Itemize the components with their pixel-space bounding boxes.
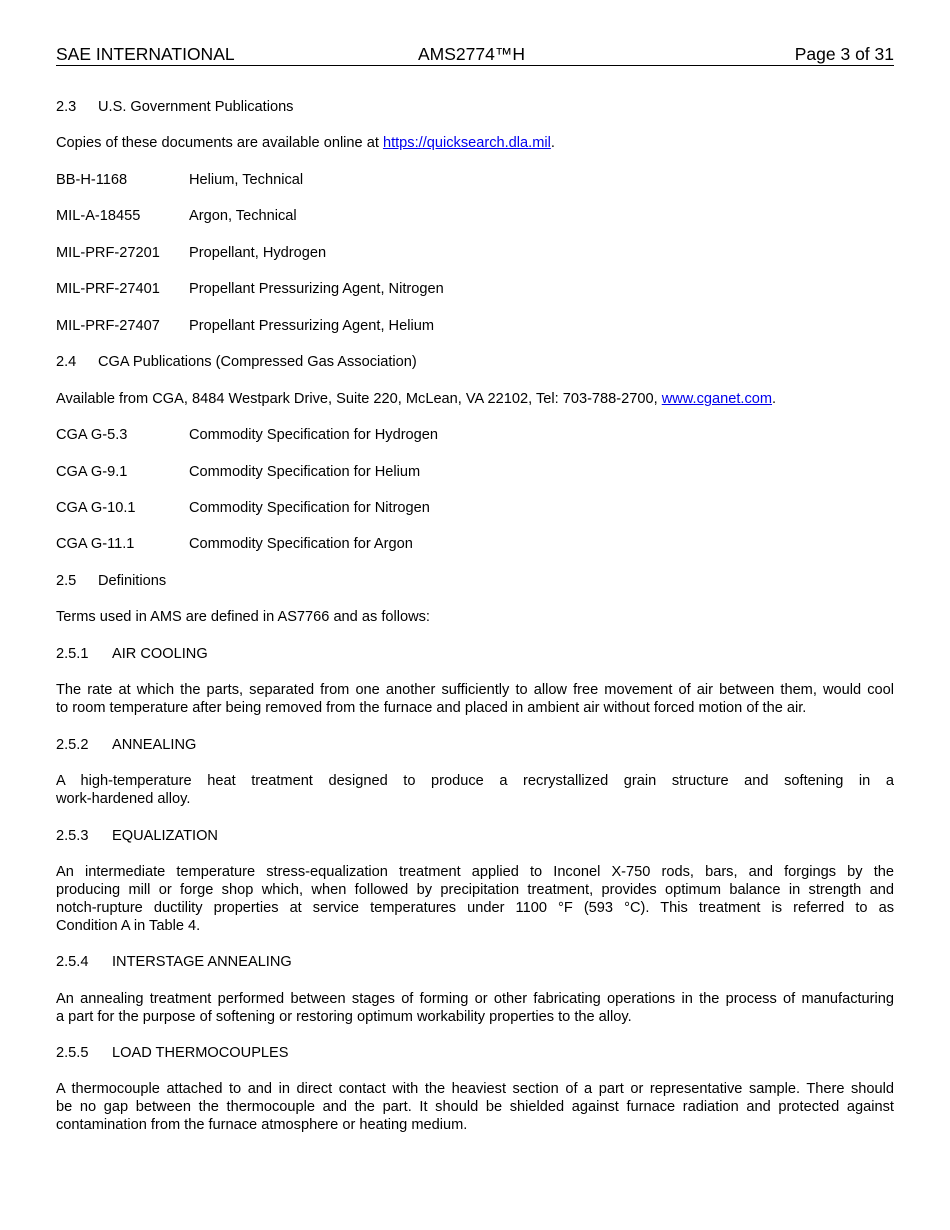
definition-heading-2-5-5 [56, 1044, 289, 1062]
section-number: 2.5.1 [56, 646, 89, 662]
section-number: 2.3 [56, 99, 77, 115]
text-line: The rate at which the parts, separated from one another sufficiently to allow free movement of air between them, would cool [56, 682, 894, 698]
section-number: 2.5.4 [56, 954, 89, 970]
cga-doc-row [56, 499, 430, 517]
text-line: be no gap between the thermocouple and the part. It should be shielded against furnace radiation and protected against [56, 1099, 894, 1115]
page-header [56, 43, 894, 66]
copies-paragraph: Copies of these documents are available online at https://quicksearch.dla.mil. [56, 135, 555, 151]
header-page-number: Page 3 of 31 [794, 44, 894, 64]
cga-doc-row [56, 463, 420, 481]
gov-doc-row [56, 317, 434, 335]
doc-title: Propellant Pressurizing Agent, Helium [189, 318, 434, 334]
section-title: U.S. Government Publications [98, 99, 294, 115]
gov-doc-row [56, 244, 326, 262]
gov-doc-row [56, 207, 297, 225]
definition-body-annealing [56, 772, 894, 808]
text-line: contamination from the furnace atmosphere or heating medium. [56, 1117, 468, 1133]
section-number: 2.5.2 [56, 737, 89, 753]
definition-body-equalization [56, 863, 894, 935]
gov-doc-row [56, 171, 303, 189]
section-title: EQUALIZATION [112, 828, 218, 844]
text-line: a part for the purpose of softening or restoring optimum workability properties to the alloy. [56, 1009, 632, 1025]
section-heading-2-3 [56, 98, 293, 116]
text-line: An annealing treatment performed between stages of forming or other fabricating operations in the process of manufacturing [56, 991, 894, 1007]
text-line: A high-temperature heat treatment designed to produce a recrystallized grain structure and softening in a [56, 773, 894, 789]
section-title: AIR COOLING [112, 646, 208, 662]
definition-heading-2-5-4 [56, 953, 292, 971]
cga-doc-row [56, 535, 413, 553]
definition-body-load-thermocouples [56, 1080, 894, 1134]
dla-link[interactable]: https://quicksearch.dla.mil [382, 135, 551, 151]
section-heading-2-5 [56, 572, 166, 590]
doc-title: Argon, Technical [189, 208, 297, 224]
section-title: LOAD THERMOCOUPLES [112, 1045, 289, 1061]
definition-body-air-cooling [56, 681, 894, 717]
definition-heading-2-5-1 [56, 645, 208, 663]
text-line: A thermocouple attached to and in direct contact with the heaviest section of a part or representative sample. There should [56, 1081, 894, 1097]
section-number: 2.4 [56, 354, 77, 370]
copies-text: Copies of these documents are available online at [56, 135, 383, 151]
text-line: to room temperature after being removed from the furnace and placed in ambient air without forced motion of the air. [56, 700, 807, 716]
gov-doc-row [56, 280, 444, 298]
text-line: An intermediate temperature stress-equalization treatment applied to Inconel X-750 rods, bars, and forgings by the [56, 864, 894, 880]
doc-id: CGA G-10.1 [56, 500, 136, 516]
doc-title: Commodity Specification for Nitrogen [189, 500, 430, 516]
text-line: notch-rupture ductility properties at service temperatures under 1100 °F (593 °C). This treatment is referred to as [56, 900, 894, 916]
definition-heading-2-5-2 [56, 736, 196, 754]
cga-availability-paragraph: Available from CGA, 8484 Westpark Drive, Suite 220, McLean, VA 22102, Tel: 703-788-2700, www.cganet.com. [56, 391, 777, 407]
section-number: 2.5 [56, 573, 77, 589]
doc-id: CGA G-9.1 [56, 464, 128, 480]
doc-id: MIL-A-18455 [56, 208, 141, 224]
section-number: 2.5.5 [56, 1045, 89, 1061]
section-title: INTERSTAGE ANNEALING [112, 954, 292, 970]
section-heading-2-4 [56, 353, 417, 371]
section-number: 2.5.3 [56, 828, 89, 844]
text-line: Condition A in Table 4. [56, 918, 201, 934]
definition-heading-2-5-3 [56, 827, 218, 845]
terms-intro: Terms used in AMS are defined in AS7766 and as follows: [56, 609, 430, 625]
doc-id: CGA G-5.3 [56, 427, 128, 443]
doc-id: MIL-PRF-27401 [56, 281, 160, 297]
doc-title: Commodity Specification for Helium [189, 464, 421, 480]
text-line: work-hardened alloy. [56, 791, 191, 807]
text-line: producing mill or forge shop which, when followed by precipitation treatment, provides optimum balance in strength and [56, 882, 894, 898]
doc-id: MIL-PRF-27201 [56, 245, 160, 261]
doc-id: MIL-PRF-27407 [56, 318, 160, 334]
doc-id: CGA G-11.1 [56, 536, 135, 552]
doc-title: Helium, Technical [189, 172, 304, 188]
section-title: CGA Publications (Compressed Gas Association) [98, 354, 417, 370]
header-org: SAE INTERNATIONAL [56, 44, 235, 64]
doc-id: BB-H-1168 [56, 172, 128, 188]
header-doc-id: AMS2774™H [418, 44, 525, 64]
section-title: Definitions [98, 573, 167, 589]
doc-title: Propellant Pressurizing Agent, Nitrogen [189, 281, 444, 297]
doc-title: Commodity Specification for Hydrogen [189, 427, 439, 443]
doc-title: Propellant, Hydrogen [189, 245, 327, 261]
section-title: ANNEALING [112, 737, 197, 753]
doc-title: Commodity Specification for Argon [189, 536, 413, 552]
cga-availability-text: Available from CGA, 8484 Westpark Drive, Suite 220, McLean, VA 22102, Tel: 703-788-2700, [56, 391, 662, 407]
cga-doc-row [56, 426, 438, 444]
cganet-link[interactable]: www.cganet.com [661, 391, 773, 407]
definition-body-interstage-annealing [56, 990, 894, 1026]
